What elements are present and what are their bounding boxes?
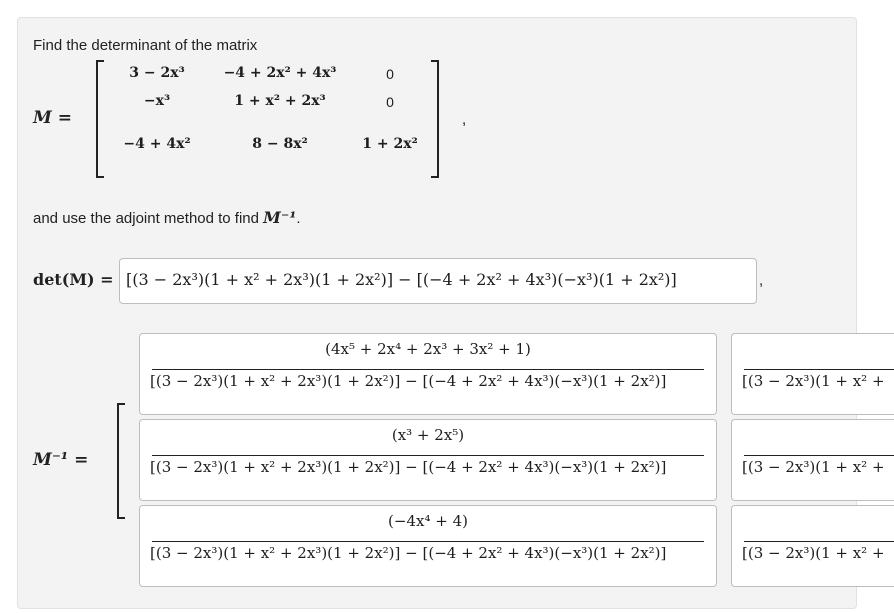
- inverse-entry-r3c1[interactable]: [139, 505, 717, 587]
- matrix-cell-r3c3: 1 + 2x²: [362, 136, 418, 152]
- inverse-label: M⁻¹ =: [33, 450, 89, 470]
- inverse-denominator-clipped: [(3 − 2x³)(1 + x² +: [742, 372, 885, 390]
- fraction-bar: [152, 541, 704, 542]
- matrix-cell-r1c3: 0: [386, 66, 394, 82]
- fraction-bar: [744, 369, 894, 370]
- fraction-bar: [152, 455, 704, 456]
- inverse-numerator: (−4x⁴ + 4): [388, 512, 468, 530]
- fraction-bar: [152, 369, 704, 370]
- prompt-period: .: [296, 210, 301, 227]
- inverse-entry-r2c1[interactable]: [139, 419, 717, 501]
- det-trailing-comma: ,: [759, 272, 764, 289]
- matrix-cell-r2c1: −x³: [143, 93, 171, 109]
- matrix-cell-r3c1: −4 + 4x²: [123, 136, 191, 152]
- matrix-right-bracket: [431, 60, 439, 178]
- inverse-denominator: [(3 − 2x³)(1 + x² + 2x³)(1 + 2x²)] − [(−4 + 2x² + 4x³)(−x³)(1 + 2x²)]: [150, 544, 667, 562]
- inverse-entry-r1c1[interactable]: [139, 333, 717, 415]
- matrix-cell-r3c2: 8 − 8x²: [252, 136, 308, 152]
- prompt-text-adjoint: [33, 208, 301, 227]
- matrix-left-bracket: [96, 60, 104, 178]
- det-answer-field[interactable]: [119, 258, 757, 304]
- det-label: det(M) =: [33, 270, 114, 289]
- inverse-denominator: [(3 − 2x³)(1 + x² + 2x³)(1 + 2x²)] − [(−4 + 2x² + 4x³)(−x³)(1 + 2x²)]: [150, 458, 667, 476]
- matrix-cell-r1c1: 3 − 2x³: [129, 65, 185, 81]
- prompt-inverse-symbol: M⁻¹: [263, 208, 297, 227]
- inverse-denominator-clipped: [(3 − 2x³)(1 + x² +: [742, 544, 885, 562]
- matrix-trailing-comma: ,: [462, 111, 467, 128]
- prompt-text: Find the determinant of the matrix: [33, 37, 258, 54]
- matrix-cell-r2c3: 0: [386, 94, 394, 110]
- matrix-label: M =: [33, 108, 72, 128]
- inverse-entry-r2c2[interactable]: [731, 419, 894, 501]
- inverse-denominator-clipped: [(3 − 2x³)(1 + x² +: [742, 458, 885, 476]
- inverse-numerator: (x³ + 2x⁵): [391, 426, 465, 444]
- inverse-left-bracket: [117, 403, 125, 519]
- matrix-cell-r2c2: 1 + x² + 2x³: [234, 93, 326, 109]
- fraction-bar: [744, 541, 894, 542]
- prompt-adjoint-text: and use the adjoint method to find: [33, 210, 259, 227]
- det-answer-value: [(3 − 2x³)(1 + x² + 2x³)(1 + 2x²)] − [(−4 + 2x² + 4x³)(−x³)(1 + 2x²)]: [126, 270, 677, 289]
- inverse-numerator: (4x⁵ + 2x⁴ + 2x³ + 3x² + 1): [325, 340, 531, 358]
- inverse-entry-r3c2[interactable]: [731, 505, 894, 587]
- inverse-entry-r1c2[interactable]: [731, 333, 894, 415]
- inverse-denominator: [(3 − 2x³)(1 + x² + 2x³)(1 + 2x²)] − [(−4 + 2x² + 4x³)(−x³)(1 + 2x²)]: [150, 372, 667, 390]
- fraction-bar: [744, 455, 894, 456]
- matrix-cell-r1c2: −4 + 2x² + 4x³: [223, 65, 337, 81]
